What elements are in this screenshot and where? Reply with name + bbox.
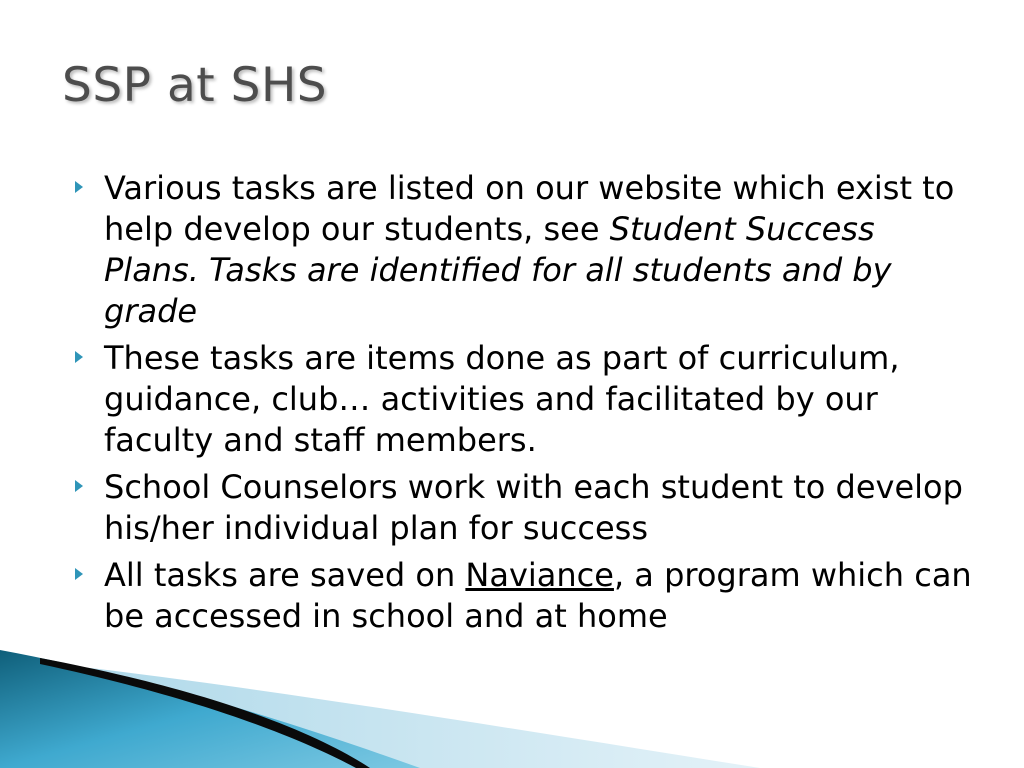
triangle-bullet-icon: [75, 181, 83, 193]
bullet-italic-text: Student Success Plans. Tasks are identified for all students and by grade: [104, 210, 892, 330]
bullet-text: All tasks are saved on: [104, 556, 466, 594]
bullet-text: School Counselors work with each student to develop his/her individual plan for success: [104, 468, 963, 547]
bullet-item-2: [72, 338, 972, 461]
bullet-text: Various tasks are listed on our website which exist to help develop our students, see: [104, 169, 955, 248]
slide-title: SSP at SHS: [62, 58, 328, 113]
naviance-link[interactable]: Naviance: [465, 556, 614, 594]
triangle-bullet-icon: [75, 568, 83, 580]
bullet-item-3: [72, 467, 972, 549]
bullet-item-1: [72, 168, 972, 332]
bullet-text: These tasks are items done as part of curriculum, guidance, club… activities and facilitated by our faculty and staff members.: [104, 339, 900, 459]
bullet-list: [72, 168, 972, 643]
triangle-bullet-icon: [75, 351, 83, 363]
bullet-item-4: [72, 555, 972, 637]
bullet-text: , a program which can be accessed in school and at home: [104, 556, 972, 635]
triangle-bullet-icon: [75, 480, 83, 492]
decorative-swoosh: [0, 640, 1024, 768]
